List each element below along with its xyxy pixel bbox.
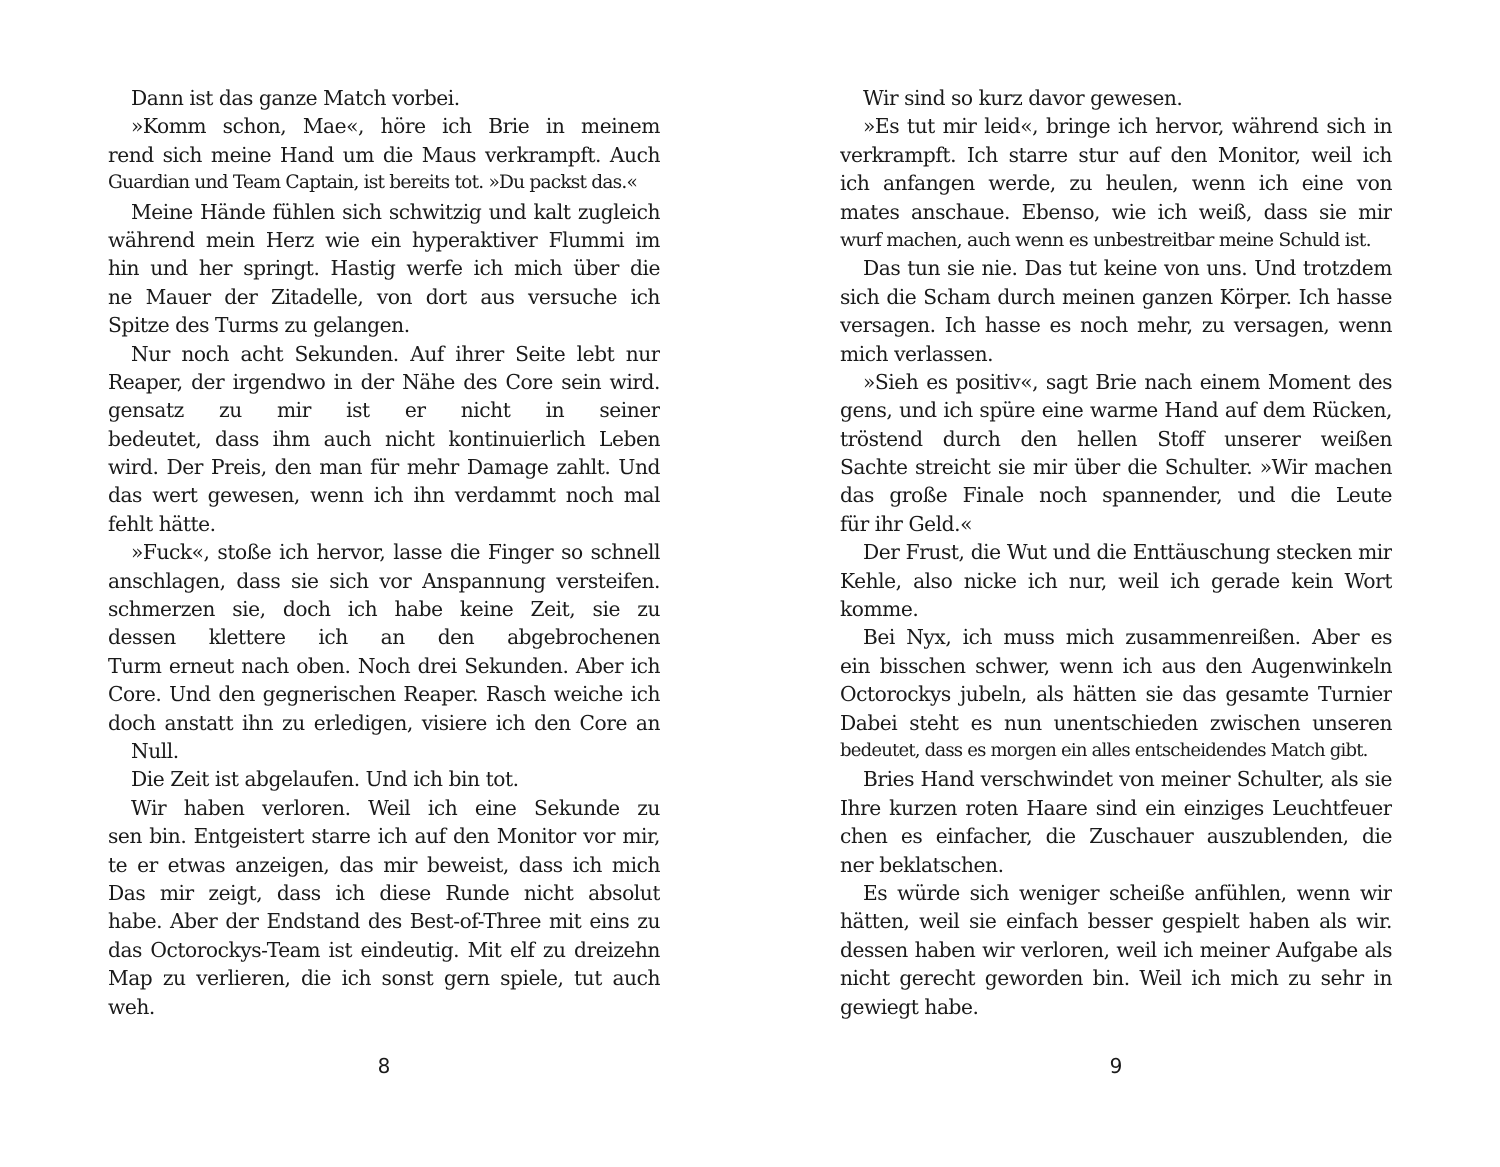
right-page-number: 9 [1109,1054,1123,1078]
text-line: rend sich meine Hand um die Maus verkrampft. Auch [108,142,660,167]
text-line: habe. Aber der Endstand des Best-of-Three mit eins zu [108,909,660,934]
text-line: »Fuck«, stoße ich hervor, lasse die Finger so schnell [131,540,660,565]
text-line: während mein Herz wie ein hyperaktiver Flummi im [108,227,660,252]
text-line: tröstend durch den hellen Stoff unserer weißen [840,426,1392,451]
text-line: Wir sind so kurz davor gewesen. [863,86,1183,110]
text-line: Null. [131,738,179,763]
text-line: Das tun sie nie. Das tut keine von uns. Und trotzdem [863,256,1392,281]
text-line: hin und her springt. Hastig werfe ich mich über die [108,256,660,281]
text-line: Meine Hände fühlen sich schwitzig und kalt zugleich [131,199,660,224]
text-line: Es würde sich weniger scheiße anfühlen, wenn wir [863,880,1392,905]
text-line: wurf machen, auch wenn es unbestreitbar meine Schuld ist. [840,228,1371,251]
text-line: versagen. Ich hasse es noch mehr, zu versagen, wenn [840,313,1392,338]
text-line: wird. Der Preis, den man für mehr Damage zahlt. Und [108,455,660,480]
text-line: das große Finale noch spannender, und die Leute [840,483,1392,508]
text-line: nicht gerecht geworden bin. Weil ich mich zu sehr in [840,966,1392,991]
text-line: Core. Und den gegnerischen Reaper. Rasch weiche ich [108,682,660,707]
text-line: bedeutet, dass es morgen ein alles entscheidendes Match gibt. [840,739,1368,761]
text-line: Kehle, also nicke ich nur, weil ich gerade kein Wort [840,568,1392,593]
text-line: schmerzen sie, doch ich habe keine Zeit, sie zu [108,597,660,622]
text-line: Spitze des Turms zu gelangen. [108,313,410,338]
text-line: Bei Nyx, ich muss mich zusammenreißen. Aber es [863,625,1392,650]
text-line: ein bisschen schwer, wenn ich aus den Augenwinkeln [840,653,1392,678]
text-line: das Octorockys-Team ist eindeutig. Mit elf zu dreizehn [108,937,660,962]
text-line: Wir haben verloren. Weil ich eine Sekunde zu [131,795,660,820]
text-line: Die Zeit ist abgelaufen. Und ich bin tot. [131,767,519,792]
text-line: Map zu verlieren, die ich sonst gern spiele, tut auch [108,966,660,991]
text-line: Der Frust, die Wut und die Enttäuschung stecken mir [863,540,1392,565]
text-line: Turm erneut nach oben. Noch drei Sekunden. Aber ich [108,653,660,678]
text-line: dessen haben wir verloren, weil ich meiner Aufgabe als [840,937,1392,962]
left-page-text [108,84,660,1021]
text-line: mich verlassen. [840,341,994,366]
text-line: Sachte streicht sie mir über die Schulter. »Wir machen [840,455,1392,480]
text-line: Dabei steht es nun unentschieden zwischen unseren [840,710,1392,735]
right-page-text [840,84,1392,1021]
text-line: fehlt hätte. [108,511,216,536]
text-line: Bries Hand verschwindet von meiner Schulter, als sie [863,767,1392,792]
text-line: gewiegt habe. [840,994,979,1019]
text-line: »Es tut mir leid«, bringe ich hervor, während sich in [863,114,1392,139]
text-line: anschlagen, dass sie sich vor Anspannung versteifen. [108,568,660,593]
text-line: für ihr Geld.« [840,511,972,536]
text-line: gensatz zu mir ist er nicht in seiner [108,398,660,423]
text-line: Das mir zeigt, dass ich diese Runde nicht absolut [108,880,660,905]
text-line: ner beklatschen. [840,852,1004,877]
text-line: Nur noch acht Sekunden. Auf ihrer Seite lebt nur [131,341,660,366]
text-line: chen es einfacher, die Zuschauer auszublenden, die [840,824,1392,849]
text-line: Reaper, der irgendwo in der Nähe des Core sein wird. [108,369,660,394]
text-line: bedeutet, dass ihm auch nicht kontinuierlich Leben [108,426,660,451]
text-line: weh. [108,994,155,1019]
text-line: hätten, weil sie einfach besser gespielt haben als wir. [840,909,1392,934]
text-line: mates anschaue. Ebenso, wie ich weiß, dass sie mir [840,199,1392,224]
text-line: verkrampft. Ich starre stur auf den Monitor, weil ich [840,142,1392,167]
text-line: ich anfangen werde, zu heulen, wenn ich eine von [840,171,1392,196]
text-line: »Sieh es positiv«, sagt Brie nach einem Moment des [863,369,1392,394]
text-line: dessen klettere ich an den abgebrochenen [108,625,660,650]
text-line: »Komm schon, Mae«, höre ich Brie in meinem [131,114,660,139]
text-line: ne Mauer der Zitadelle, von dort aus versuche ich [108,284,660,309]
text-line: doch anstatt ihn zu erledigen, visiere ich den Core an [108,710,660,735]
text-line: Dann ist das ganze Match vorbei. [131,86,460,110]
text-line: Ihre kurzen roten Haare sind ein einziges Leuchtfeuer [840,795,1392,820]
left-page-number: 8 [377,1054,391,1078]
text-line: te er etwas anzeigen, das mir beweist, dass ich mich [108,852,660,877]
text-line: Guardian und Team Captain, ist bereits tot. »Du packst das.« [108,172,638,194]
text-line: sen bin. Entgeistert starre ich auf den Monitor vor mir, [108,824,660,849]
text-line: das wert gewesen, wenn ich ihn verdammt noch mal [108,483,660,508]
text-line: Octorockys jubeln, als hätten sie das gesamte Turnier [840,682,1392,707]
text-line: komme. [840,597,919,622]
text-line: gens, und ich spüre eine warme Hand auf dem Rücken, [840,398,1392,423]
text-line: sich die Scham durch meinen ganzen Körper. Ich hasse [840,284,1392,309]
